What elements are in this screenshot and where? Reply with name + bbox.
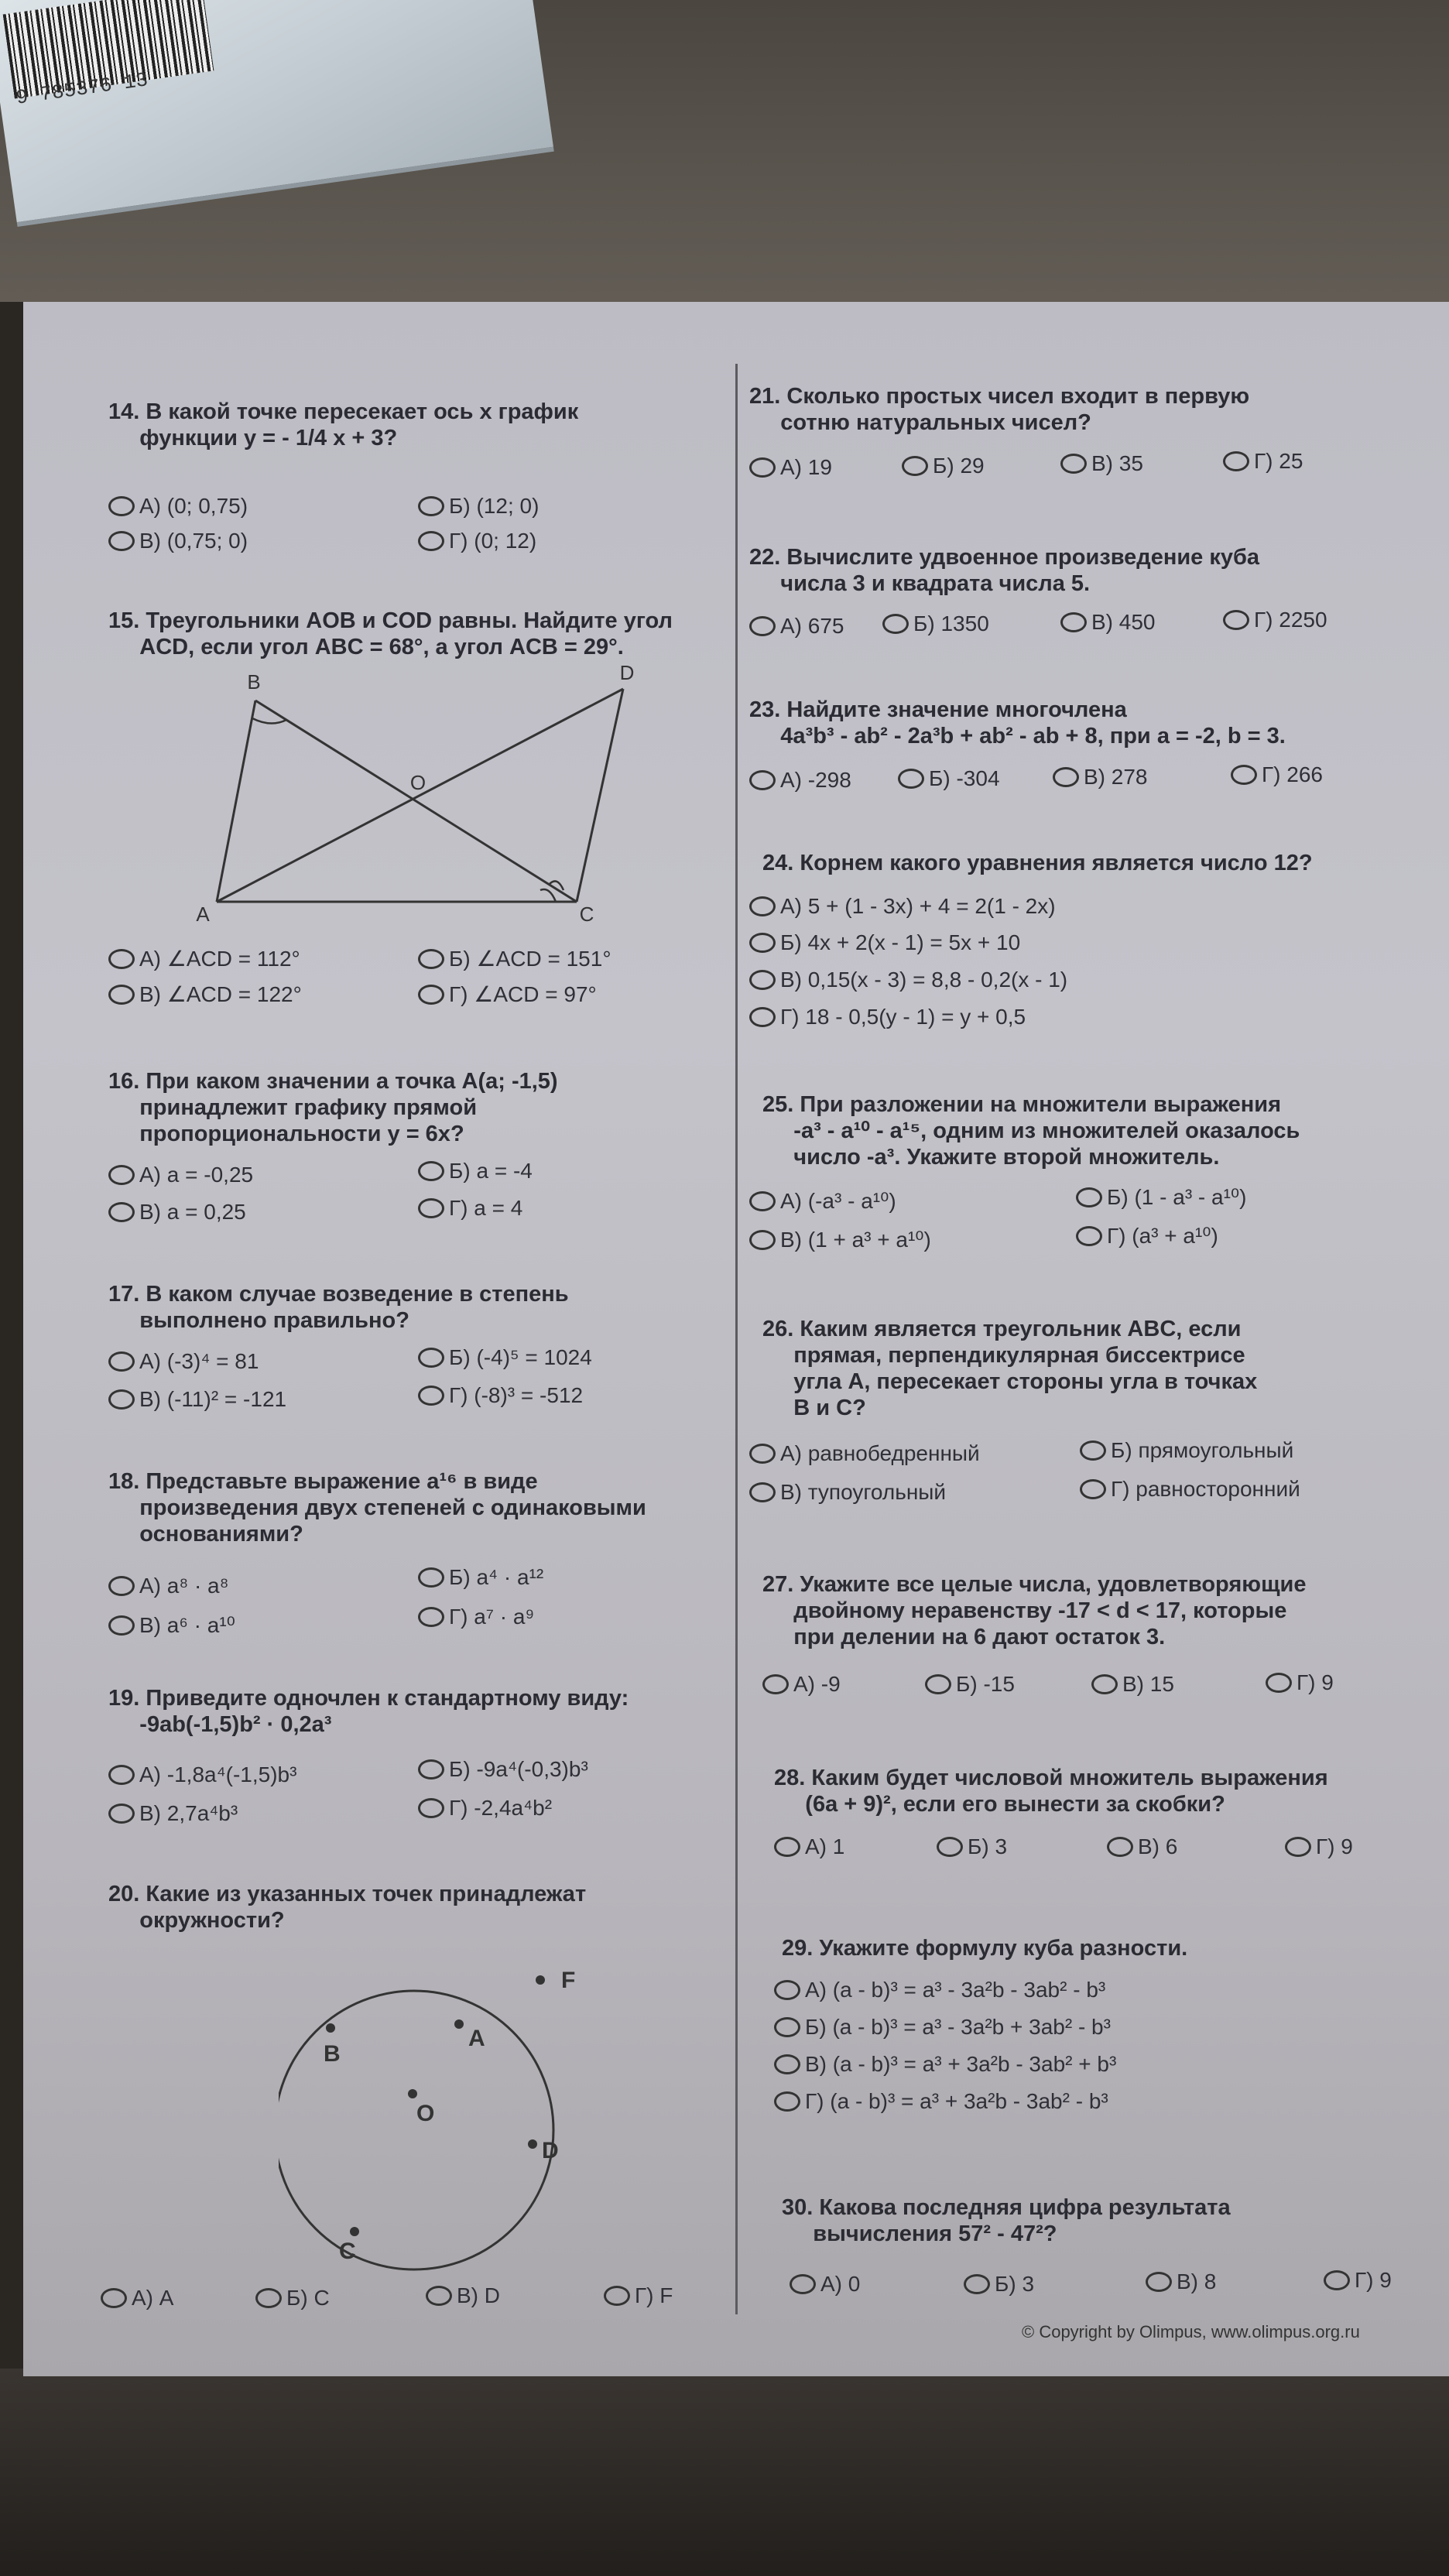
option-b[interactable]: Б) ∠ACD = 151° xyxy=(418,946,611,971)
option-d[interactable]: Г) (a³ + a¹⁰) xyxy=(1076,1223,1218,1249)
radio-circle-icon xyxy=(604,2286,630,2306)
radio-circle-icon xyxy=(882,614,909,634)
radio-circle-icon xyxy=(426,2286,452,2306)
option-a[interactable]: А) 5 + (1 - 3x) + 4 = 2(1 - 2x) xyxy=(749,894,1056,919)
radio-circle-icon xyxy=(1146,2272,1172,2292)
column-divider xyxy=(735,364,738,2314)
radio-circle-icon xyxy=(1080,1479,1106,1499)
option-a[interactable]: А) 1 xyxy=(774,1834,844,1859)
radio-circle-icon xyxy=(418,985,444,1005)
option-d[interactable]: Г) 2250 xyxy=(1223,608,1327,632)
radio-circle-icon xyxy=(1231,765,1257,785)
question-text: 15. Треугольники AOB и COD равны. Найдите угол ACD, если угол ABC = 68°, а угол ACB = 29°. xyxy=(108,608,673,659)
radio-circle-icon xyxy=(749,616,776,636)
question-text: 24. Корнем какого уравнения является число 12? xyxy=(762,851,1313,875)
radio-circle-icon xyxy=(1076,1187,1102,1208)
radio-circle-icon xyxy=(1060,454,1087,474)
option-b[interactable]: Б) C xyxy=(255,2286,330,2311)
question-text: 27. Укажите все целые числа, удовлетворяющие двойному неравенству -17 < d < 17, которые при делении на 6 дают остаток 3. xyxy=(762,1572,1307,1649)
option-a[interactable]: А) A xyxy=(101,2286,173,2311)
radio-circle-icon xyxy=(418,1198,444,1218)
radio-circle-icon xyxy=(418,1567,444,1588)
option-a[interactable]: А) (-a³ - a¹⁰) xyxy=(749,1188,896,1214)
radio-circle-icon xyxy=(418,1607,444,1627)
option-a[interactable]: А) -1,8a⁴(-1,5)b³ xyxy=(108,1762,296,1787)
radio-circle-icon xyxy=(418,1759,444,1780)
radio-circle-icon xyxy=(1266,1673,1292,1693)
circle-figure xyxy=(279,1935,604,2276)
option-b[interactable]: Б) a = -4 xyxy=(418,1159,533,1184)
radio-circle-icon xyxy=(774,1837,800,1857)
radio-circle-icon xyxy=(1223,610,1249,630)
radio-circle-icon xyxy=(749,457,776,478)
radio-circle-icon xyxy=(1223,451,1249,471)
radio-circle-icon xyxy=(749,896,776,916)
question-text: 21. Сколько простых чисел входит в первую сотню натуральных чисел? xyxy=(749,384,1250,435)
option-c[interactable]: В) 35 xyxy=(1060,451,1143,476)
option-b[interactable]: Б) (12; 0) xyxy=(418,494,539,519)
radio-circle-icon xyxy=(108,1765,135,1785)
question-18 xyxy=(108,1468,646,1547)
label-a: A xyxy=(196,903,210,926)
radio-circle-icon xyxy=(749,770,776,790)
option-c[interactable]: В) (-11)² = -121 xyxy=(108,1387,286,1412)
option-d[interactable]: Г) (a - b)³ = a³ + 3a²b - 3ab² - b³ xyxy=(774,2089,1108,2114)
option-b[interactable]: Б) a⁴ · a¹² xyxy=(418,1565,543,1590)
radio-circle-icon xyxy=(749,1191,776,1211)
option-c[interactable]: В) 8 xyxy=(1146,2269,1216,2294)
question-28 xyxy=(774,1765,1328,1817)
option-a[interactable]: А) 0 xyxy=(790,2272,860,2297)
option-d[interactable]: Г) (-8)³ = -512 xyxy=(418,1383,583,1408)
option-c[interactable]: В) 278 xyxy=(1053,765,1148,790)
option-d[interactable]: Г) 266 xyxy=(1231,762,1323,787)
option-b[interactable]: Б) 1350 xyxy=(882,611,989,636)
option-d[interactable]: Г) ∠ACD = 97° xyxy=(418,981,597,1007)
option-a[interactable]: А) (a - b)³ = a³ - 3a²b - 3ab² - b³ xyxy=(774,1978,1105,2002)
radio-circle-icon xyxy=(108,496,135,516)
radio-circle-icon xyxy=(774,2017,800,2037)
question-20 xyxy=(108,1881,586,1934)
option-d[interactable]: Г) 9 xyxy=(1266,1670,1334,1695)
option-a[interactable]: А) -9 xyxy=(762,1672,841,1697)
option-c[interactable]: В) 2,7a⁴b³ xyxy=(108,1801,238,1826)
radio-circle-icon xyxy=(1107,1837,1133,1857)
radio-circle-icon xyxy=(902,456,928,476)
option-b[interactable]: Б) 29 xyxy=(902,454,985,478)
radio-circle-icon xyxy=(108,1389,135,1410)
option-c[interactable]: В) a⁶ · a¹⁰ xyxy=(108,1612,235,1638)
radio-circle-icon xyxy=(790,2274,816,2294)
radio-circle-icon xyxy=(108,1576,135,1596)
option-d[interactable]: Г) 9 xyxy=(1324,2268,1392,2293)
radio-circle-icon xyxy=(108,985,135,1005)
radio-circle-icon xyxy=(749,1444,776,1464)
radio-circle-icon xyxy=(1091,1674,1118,1694)
radio-circle-icon xyxy=(749,1007,776,1027)
radio-circle-icon xyxy=(1080,1440,1106,1461)
copyright-notice: © Copyright by Olimpus, www.olimpus.org.ru xyxy=(1022,2322,1360,2341)
question-16 xyxy=(108,1068,558,1147)
barcode-number: 9 785376 13 xyxy=(14,68,149,110)
radio-circle-icon xyxy=(108,949,135,969)
radio-circle-icon xyxy=(762,1674,789,1694)
question-19 xyxy=(108,1685,629,1738)
option-c[interactable]: В) a = 0,25 xyxy=(108,1200,246,1225)
option-a[interactable]: А) (-3)⁴ = 81 xyxy=(108,1349,259,1374)
radio-circle-icon xyxy=(925,1674,951,1694)
radio-circle-icon xyxy=(108,531,135,551)
radio-circle-icon xyxy=(418,1161,444,1181)
radio-circle-icon xyxy=(108,1804,135,1824)
label-d: D xyxy=(542,2138,559,2163)
question-text: 18. Представьте выражение a¹⁶ в виде произведения двух степеней с одинаковыми основаниями? xyxy=(108,1469,646,1547)
radio-circle-icon xyxy=(101,2288,127,2308)
option-a[interactable]: А) 19 xyxy=(749,455,832,480)
option-b[interactable]: Б) 4x + 2(x - 1) = 5x + 10 xyxy=(749,930,1020,955)
option-d[interactable]: Г) 25 xyxy=(1223,449,1303,474)
radio-circle-icon xyxy=(898,769,924,789)
label-c: C xyxy=(339,2239,356,2264)
option-d[interactable]: Г) -2,4a⁴b² xyxy=(418,1796,552,1821)
label-f: F xyxy=(561,1968,576,1993)
option-b[interactable]: Б) прямоугольный xyxy=(1080,1438,1293,1463)
radio-circle-icon xyxy=(108,1165,135,1185)
label-b: B xyxy=(324,2041,341,2067)
option-c[interactable]: В) D xyxy=(426,2283,500,2308)
question-14 xyxy=(108,399,578,451)
radio-circle-icon xyxy=(108,1351,135,1372)
option-d[interactable]: Г) 9 xyxy=(1285,1834,1353,1859)
option-a[interactable]: А) -298 xyxy=(749,768,851,793)
label-c: C xyxy=(579,903,594,926)
question-15 xyxy=(108,608,673,660)
radio-circle-icon xyxy=(937,1837,963,1857)
option-b[interactable]: Б) 3 xyxy=(964,2272,1034,2297)
radio-circle-icon xyxy=(418,496,444,516)
option-b[interactable]: Б) -9a⁴(-0,3)b³ xyxy=(418,1757,588,1782)
question-text: 26. Каким является треугольник ABC, если прямая, перпендикулярная биссектрисе угла A, пересекает стороны угла в точках B и C? xyxy=(762,1317,1258,1420)
radio-circle-icon xyxy=(749,933,776,953)
question-text: 14. В какой точке пересекает ось x график функции у = - 1/4 x + 3? xyxy=(108,399,579,450)
question-text: 30. Какова последняя цифра результата вычисления 57² - 47²? xyxy=(782,2195,1231,2246)
option-b[interactable]: Б) -304 xyxy=(898,766,1000,791)
radio-circle-icon xyxy=(418,1348,444,1368)
radio-circle-icon xyxy=(418,1386,444,1406)
radio-circle-icon xyxy=(108,1615,135,1636)
radio-circle-icon xyxy=(1053,767,1079,787)
question-text: 23. Найдите значение многочлена 4a³b³ - ab² - 2a³b + ab² - ab + 8, при a = -2, b = 3. xyxy=(749,697,1286,748)
radio-circle-icon xyxy=(749,1482,776,1502)
option-d[interactable]: Г) равносторонний xyxy=(1080,1477,1300,1502)
option-c[interactable]: В) 0,15(x - 3) = 8,8 - 0,2(x - 1) xyxy=(749,968,1067,992)
option-c[interactable]: В) (a - b)³ = a³ + 3a²b - 3ab² + b³ xyxy=(774,2052,1116,2077)
option-b[interactable]: Б) (a - b)³ = a³ - 3a²b + 3ab² - b³ xyxy=(774,2015,1111,2040)
option-d[interactable]: Г) a = 4 xyxy=(418,1196,522,1221)
question-23 xyxy=(749,697,1286,749)
option-a[interactable]: А) a = -0,25 xyxy=(108,1163,253,1187)
label-d: D xyxy=(619,666,635,684)
radio-circle-icon xyxy=(774,2054,800,2074)
label-a: A xyxy=(468,2026,485,2051)
question-text: 19. Приведите одночлен к стандартному виду: -9ab(-1,5)b² · 0,2a³ xyxy=(108,1686,629,1737)
radio-circle-icon xyxy=(964,2274,990,2294)
question-25 xyxy=(762,1091,1300,1170)
triangle-figure xyxy=(186,666,650,929)
option-d[interactable]: Г) (0; 12) xyxy=(418,529,536,553)
question-text: 16. При каком значении a точка А(a; -1,5) принадлежит графику прямой пропорциональности у = 6x? xyxy=(108,1069,558,1146)
question-27 xyxy=(762,1571,1307,1650)
desk-shadow xyxy=(0,2369,1449,2576)
question-21 xyxy=(749,383,1249,436)
option-d[interactable]: Г) F xyxy=(604,2283,673,2308)
radio-circle-icon xyxy=(749,970,776,990)
option-a[interactable]: А) равнобедренный xyxy=(749,1441,980,1466)
question-26 xyxy=(762,1316,1257,1421)
option-a[interactable]: А) 675 xyxy=(749,614,844,639)
option-b[interactable]: Б) (1 - a³ - a¹⁰) xyxy=(1076,1184,1246,1210)
option-d[interactable]: Г) 18 - 0,5(y - 1) = y + 0,5 xyxy=(749,1005,1026,1029)
question-29 xyxy=(782,1935,1187,1961)
question-text: 22. Вычислите удвоенное произведение куба числа 3 и квадрата числа 5. xyxy=(749,545,1260,596)
question-17 xyxy=(108,1281,569,1334)
option-c[interactable]: В) 15 xyxy=(1091,1672,1174,1697)
option-c[interactable]: В) 450 xyxy=(1060,610,1156,635)
option-d[interactable]: Г) a⁷ · a⁹ xyxy=(418,1605,534,1629)
radio-circle-icon xyxy=(255,2288,282,2308)
radio-circle-icon xyxy=(108,1202,135,1222)
label-o: O xyxy=(409,771,426,794)
option-c[interactable]: В) ∠ACD = 122° xyxy=(108,981,302,1007)
question-24 xyxy=(762,850,1313,876)
radio-circle-icon xyxy=(418,949,444,969)
option-b[interactable]: Б) 3 xyxy=(937,1834,1007,1859)
option-c[interactable]: В) 6 xyxy=(1107,1834,1177,1859)
radio-circle-icon xyxy=(774,1980,800,2000)
option-b[interactable]: Б) (-4)⁵ = 1024 xyxy=(418,1345,592,1370)
question-text: 28. Каким будет числовой множитель выражения (6a + 9)², если его вынести за скобки? xyxy=(774,1766,1328,1817)
radio-circle-icon xyxy=(418,1798,444,1818)
radio-circle-icon xyxy=(749,1230,776,1250)
option-a[interactable]: А) ∠ACD = 112° xyxy=(108,946,300,971)
option-c[interactable]: В) (0,75; 0) xyxy=(108,529,248,553)
question-text: 20. Какие из указанных точек принадлежат окружности? xyxy=(108,1882,587,1933)
question-30 xyxy=(782,2194,1231,2247)
radio-circle-icon xyxy=(1076,1226,1102,1246)
question-text: 17. В каком случае возведение в степень выполнено правильно? xyxy=(108,1282,569,1333)
label-b: B xyxy=(247,670,261,694)
question-text: 29. Укажите формулу куба разности. xyxy=(782,1936,1188,1961)
radio-circle-icon xyxy=(418,531,444,551)
radio-circle-icon xyxy=(774,2091,800,2112)
radio-circle-icon xyxy=(1285,1837,1311,1857)
radio-circle-icon xyxy=(1324,2270,1350,2290)
label-o: O xyxy=(416,2101,435,2126)
option-a[interactable]: А) a⁸ · a⁸ xyxy=(108,1574,228,1598)
option-c[interactable]: В) тупоугольный xyxy=(749,1480,946,1505)
option-c[interactable]: В) (1 + a³ + a¹⁰) xyxy=(749,1227,931,1252)
question-22 xyxy=(749,544,1259,597)
radio-circle-icon xyxy=(1060,612,1087,632)
option-b[interactable]: Б) -15 xyxy=(925,1672,1015,1697)
option-a[interactable]: А) (0; 0,75) xyxy=(108,494,248,519)
question-text: 25. При разложении на множители выражения -a³ - a¹⁰ - a¹⁵, одним из множителей оказалось число -a³. Укажите второй множитель. xyxy=(762,1092,1300,1170)
